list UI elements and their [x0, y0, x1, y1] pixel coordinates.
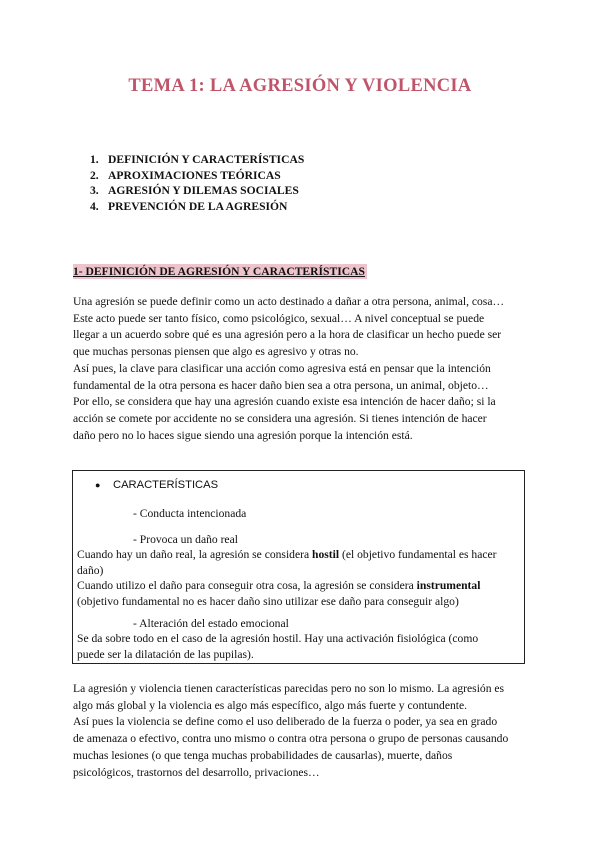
- paragraph-line: fundamental de la otra persona es hacer daño bien sea a otra persona, un animal, objeto…: [73, 378, 489, 392]
- paragraph-line: Por ello, se considera que hay una agresión cuando existe esa intención de hacer daño; si la: [73, 395, 496, 409]
- paragraph-line: llegar a un acuerdo sobre qué es una agresión pero a la hora de clasificar un hecho puede ser: [73, 328, 502, 342]
- toc-item: [90, 152, 304, 168]
- toc-item-label: APROXIMACIONES TEÓRICAS: [108, 168, 281, 182]
- toc-item-label: PREVENCIÓN DE LA AGRESIÓN: [108, 199, 288, 213]
- description-line: daño): [77, 563, 104, 577]
- toc-item: [90, 199, 304, 215]
- violence-paragraph: [73, 681, 533, 781]
- table-of-contents: [90, 152, 304, 214]
- paragraph-line: muchas lesiones (o que tenga muchas probabilidades de causarlas), muerte, daños: [73, 748, 453, 762]
- text-fragment: Cuando utilizo el daño para conseguir otra cosa, la agresión se considera: [77, 579, 417, 592]
- description-line: [77, 547, 517, 563]
- characteristics-bullet: [95, 479, 218, 491]
- toc-item-number: 4.: [90, 199, 99, 213]
- description-line: Se da sobre todo en el caso de la agresión hostil. Hay una activación fisiológica (como: [77, 632, 479, 645]
- paragraph-line: La agresión y violencia tienen características parecidas pero no son lo mismo. La agresión es: [73, 682, 505, 695]
- paragraph-line: Así pues, la clave para clasificar una acción como agresiva está en pensar que la intención: [73, 361, 491, 375]
- toc-item: [90, 168, 304, 184]
- description-line: [77, 578, 517, 594]
- toc-item-label: DEFINICIÓN Y CARACTERÍSTICAS: [108, 153, 305, 166]
- hostil-description: [77, 547, 517, 609]
- bullet-icon: ●: [95, 480, 101, 490]
- section-heading: 1- DEFINICIÓN DE AGRESIÓN Y CARACTERÍSTICAS: [73, 265, 365, 278]
- paragraph-line: Una agresión se puede definir como un acto destinado a dañar a otra persona, animal, cosa…: [73, 295, 505, 308]
- toc-item: [90, 183, 304, 199]
- text-fragment: (el objetivo fundamental es hacer: [339, 548, 497, 561]
- characteristic-item: - Conducta intencionada: [133, 507, 247, 520]
- toc-item-number: 2.: [90, 168, 99, 182]
- paragraph-line: que muchas personas piensen que algo es agresivo y otras no.: [73, 345, 359, 359]
- toc-item-number: 1.: [90, 153, 99, 166]
- paragraph-line: de amenaza o efectivo, contra uno mismo o contra otra persona o grupo de personas causando: [73, 732, 509, 746]
- keyword-hostil: hostil: [312, 548, 340, 561]
- characteristic-item: - Provoca un daño real: [133, 533, 238, 546]
- description-line: (objetivo fundamental no es hacer daño sino utilizar ese daño para conseguir algo): [77, 594, 459, 608]
- toc-item-label: AGRESIÓN Y DILEMAS SOCIALES: [108, 184, 299, 197]
- paragraph-line: daño pero no lo haces sigue siendo una agresión porque la intención está.: [73, 428, 413, 442]
- keyword-instrumental: instrumental: [416, 579, 481, 592]
- characteristics-box: [72, 470, 525, 664]
- document-title: TEMA 1: LA AGRESIÓN Y VIOLENCIA: [128, 76, 472, 96]
- characteristic-item: - Alteración del estado emocional: [133, 617, 289, 630]
- characteristics-label: CARACTERÍSTICAS: [113, 479, 219, 491]
- text-fragment: Cuando hay un daño real, la agresión se considera: [77, 548, 313, 561]
- toc-item-number: 3.: [90, 184, 99, 197]
- definition-paragraph: [73, 294, 533, 444]
- paragraph-line: acción se comete por accidente no se considera una agresión. Si tienes intención de hacer: [73, 411, 487, 425]
- paragraph-line: psicológicos, trastornos del desarrollo, privaciones…: [73, 765, 320, 779]
- paragraph-line: algo más global y la violencia es algo más específico, algo más fuerte y contundente.: [73, 698, 468, 712]
- emotional-description: [77, 631, 517, 662]
- description-line: puede ser la dilatación de las pupilas).: [77, 647, 254, 661]
- paragraph-line: Así pues la violencia se define como el uso deliberado de la fuerza o poder, ya sea en grado: [73, 715, 498, 729]
- paragraph-line: Este acto puede ser tanto físico, como psicológico, sexual… A nivel conceptual se puede: [73, 311, 485, 325]
